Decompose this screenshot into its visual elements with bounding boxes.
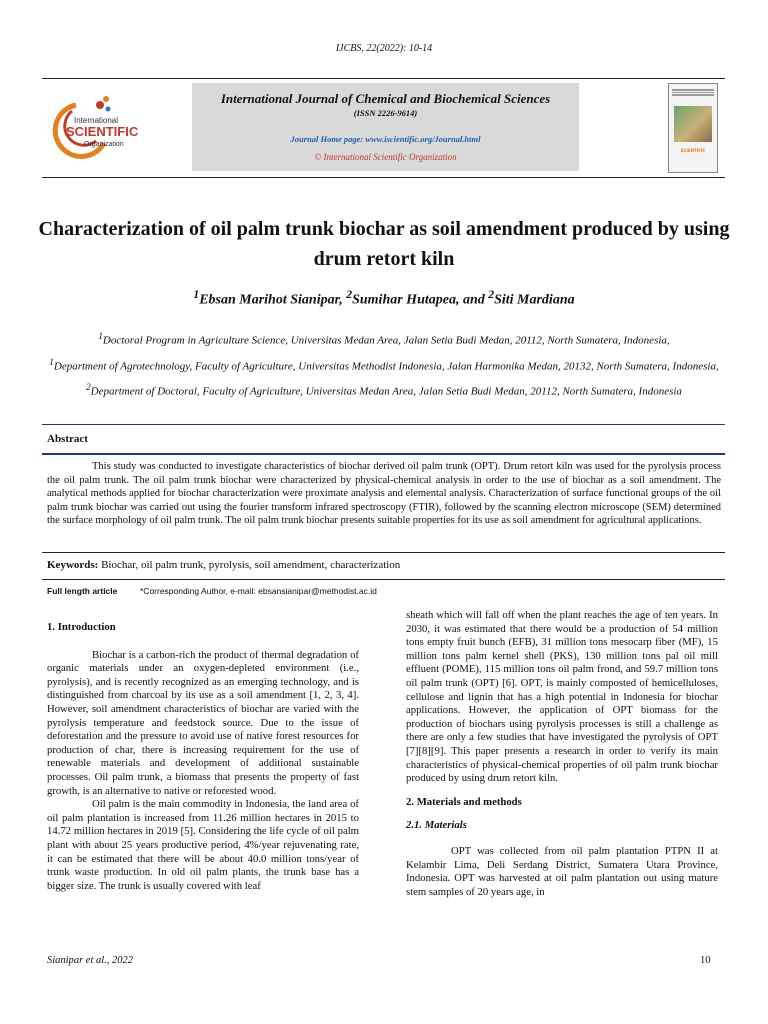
affiliation-text: Department of Doctoral, Faculty of Agriculture, Universitas Medan Area, Jalan Setia Budi Medan, 20112, North Sumatera, Indonesia [90, 385, 682, 398]
author-name: Ebsan Marihot Sianipar, [199, 292, 347, 308]
journal-citation: IJCBS, 22(2022): 10-14 [335, 43, 433, 54]
corresponding-author: *Corresponding Author, e-mail: ebsansianipar@methodist.ac.id [140, 586, 377, 596]
logo-line-scientific: SCIENTIFIC [66, 124, 139, 139]
journal-info-box [192, 83, 579, 171]
column-left [47, 621, 359, 893]
journal-issn: (ISSN 2226-9614) [353, 108, 418, 118]
affiliations: $^1$Doctoral Program in Agriculture Science, Universitas Medan Area, Jalan Setia Budi Medan, 20112, North Sumatera, Indonesia, $^1$Department of Agrotechnology, Faculty of Agriculture, Universitas Methodist Indonesia, Jalan Harmonika Medan, 20132, North Sumatera, Indonesia, $^2$Department of Doctoral, Faculty of Agriculture, Universitas Medan Area, Jalan Setia Budi Medan, 20112, North Sumatera, Indonesia [49, 331, 719, 398]
paper-title: Characterization of oil palm trunk biochar as soil amendment produced by using drum retort kiln [38, 218, 730, 270]
footer-author-year: Sianipar et al., 2022 [47, 955, 134, 966]
intro-paragraph-continued: sheath which will fall off when the plant reaches the age of ten years. In 2030, it was estimated that there would be a production of 54 million tons empty fruit bunch (EFB), 31 million tons mesocarp fiber (MF), 15 million tons palm kernel shell (PKS), 130 million tons pal oil mill effluent (POME), 115 million tons oil palm frond, and 59.7 million tons oil palm trunk (OPT) [6]. OPT, is mainly composted of hemicelluloses, cellulose and lignin that has a high potential in Indonesia for biochar applications. However, the application of OPT biomass for the production of biochars using pyrolysis processes is still a challenge as there are only a few studies that have investigated the pyrolysis of OPT [7][8][9]. This paper presents a research in order to verify its main characteristics of physical-chemical properties of oil palm trunk biochar produced by using drum retort kiln. [406, 609, 718, 785]
scientific-organization-logo [46, 93, 166, 163]
abstract-heading: Abstract [47, 433, 88, 445]
article-type: Full length article [47, 586, 118, 596]
divider [42, 552, 725, 553]
journal-cover-thumbnail [668, 83, 718, 173]
journal-name: International Journal of Chemical and Biochemical Sciences [220, 91, 551, 106]
subsection-heading-materials: 2.1. Materials [406, 819, 467, 832]
intro-paragraph: Biochar is a carbon-rich the product of thermal degradation of organic materials under an oxygen-depleted environment (i.e., pyrolysis), and is recently recognized as an emerging technology, and is distinguished from charcoal by its use as a soil amendment [1, 2, 3, 4]. However, soil amendment characteristics of biochar are varied with the pyrolysis temperature and feedstock source. Due to the issue of deforestation and the pressure to avoid use of native forest resources for production of char, there is increasing requirement for the use of renewable materials and development of additional sustainable processes. Oil palm trunk, a biomass that presents the property of fast growth, is an alternative to native or reforested wood. [47, 648, 359, 797]
logo-line-international: International [74, 116, 119, 125]
journal-banner [42, 78, 725, 178]
abstract-body: This study was conducted to investigate characteristics of biochar derived oil palm trunk (OPT). Drum retort kiln was used for the pyrolysis process the oil palm trunk. The oil palm trunk biochar were characterized by physical-chemical analysis in order to the use of biochar as a soil amendment. The analytical methods applied for biochar characterization were proximate analysis and elemental analysis. Characterization of surface functional groups of the oil palm trunk biochar was carried out using the fourier transform infrared spectroscopy (FTIR), followed by the scanning electron microscope (SEM) determined the surface morphology of oil palm trunk. The oil palm trunk biochar presents suitable properties for its use as soil amendment for agricultural applications. [47, 461, 721, 526]
materials-paragraph: OPT was collected from oil palm plantation PTPN II at Kelambir Lima, Deli Serdang District, Sumatera Utara Province, Indonesia. OPT was harvested at oil palm plantation out using mature stem samples of 20 years age, in [406, 844, 718, 898]
intro-paragraph: Oil palm is the main commodity in Indonesia, the land area of oil palm plantation is increased from 11.26 million hectares in 2015 to 14.72 million hectares in 2019 [5]. Considering the life cycle of oil palm plant with about 25 years productive period, 4%/year rejuvenating rate, it can be estimated that there will be about 40.0 million tons/year of trunk waste production. In old oil palm plants, the trunk base has a bigger size. The trunk is usually covered with leaf [47, 798, 359, 892]
author-name: Sumihar Hutapea, and [352, 292, 489, 308]
logo-line-organization: Organization [84, 141, 124, 148]
divider [42, 579, 725, 580]
divider [42, 424, 725, 425]
divider [42, 453, 725, 455]
affiliation-text: Department of Agrotechnology, Faculty of Agriculture, Universitas Methodist Indonesia, Jalan Harmonika Medan, 20132, North Sumatera, Indonesia, [53, 360, 719, 373]
section-heading-methods: 2. Materials and methods [406, 795, 522, 808]
page-number: 10 [700, 955, 711, 966]
column-right [406, 609, 718, 899]
affiliation-text: Doctoral Program in Agriculture Science, Universitas Medan Area, Jalan Setia Budi Medan, 20112, North Sumatera, Indonesia, [102, 334, 670, 347]
author-name: Siti Mardiana [494, 292, 575, 308]
journal-copyright: © International Scientific Organization [314, 152, 457, 162]
keywords-text: Biochar, oil palm trunk, pyrolysis, soil amendment, characterization [98, 559, 401, 571]
cover-logo-text: SCIENTIFIC [680, 148, 706, 153]
keywords [47, 559, 400, 571]
keywords-label: Keywords: [47, 559, 99, 571]
section-heading-introduction: 1. Introduction [47, 621, 116, 633]
journal-homepage-link[interactable]: Journal Home page: www.iscientific.org/Journal.html [290, 134, 481, 144]
author-list: $^1$Ebsan Marihot Sianipar, $^2$Sumihar Hutapea, and $^2$Siti Mardiana [193, 288, 575, 308]
